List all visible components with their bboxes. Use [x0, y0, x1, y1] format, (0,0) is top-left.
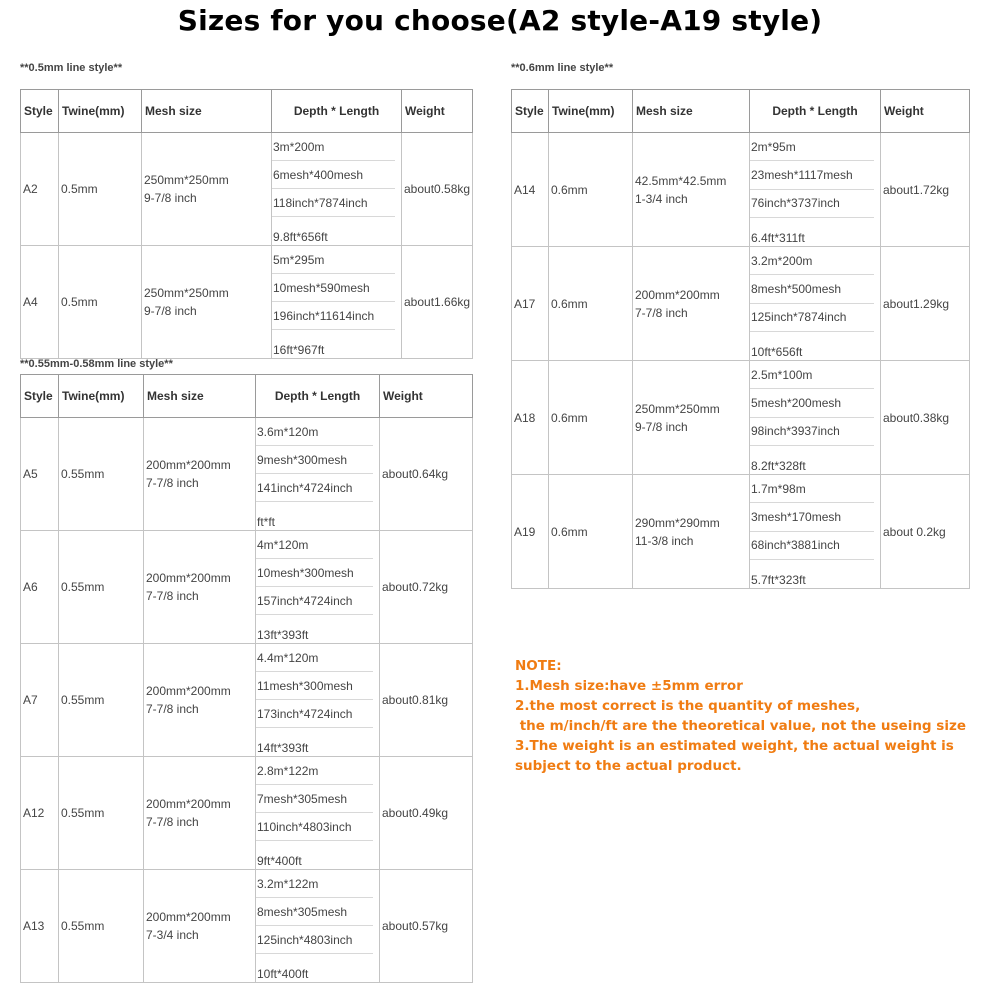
header-mesh-size: Mesh size: [142, 90, 272, 133]
depth-length-value: 3m*200m: [272, 133, 395, 161]
twine-cell: 0.55mm: [59, 418, 144, 531]
note-heading: NOTE:: [515, 658, 562, 674]
style-cell: A5: [21, 418, 59, 531]
depth-length-value: 3mesh*170mesh: [750, 503, 874, 531]
mesh-size-line: 7-7/8 inch: [146, 476, 199, 490]
mesh-size-line: 250mm*250mm: [144, 286, 229, 300]
depth-length-value: 14ft*393ft: [257, 741, 309, 755]
style-cell: A6: [21, 531, 59, 644]
table-row: [21, 870, 473, 983]
note-line-3: the m/inch/ft are the theoretical value, not the useing size: [515, 718, 966, 734]
depth-length-value: 125inch*7874inch: [750, 304, 874, 332]
depth-length-value: 9.8ft*656ft: [273, 230, 328, 244]
twine-cell: 0.55mm: [59, 531, 144, 644]
depth-length-value: 125inch*4803inch: [256, 926, 373, 954]
header-twine: Twine(mm): [59, 375, 144, 418]
mesh-size-line: 1-3/4 inch: [635, 191, 688, 206]
style-cell: A19: [512, 475, 549, 589]
table-row: [512, 133, 970, 247]
depth-length-value: 16ft*967ft: [273, 343, 325, 357]
depth-length-value: 4m*120m: [256, 531, 373, 559]
section-label-0-55mm: **0.55mm-0.58mm line style**: [20, 358, 173, 370]
weight-cell: about1.72kg: [881, 133, 970, 247]
twine-cell: 0.6mm: [549, 133, 633, 247]
header-style: Style: [512, 90, 549, 133]
depth-length-value: 7mesh*305mesh: [256, 785, 373, 813]
table-row: [512, 247, 970, 361]
table-row: [21, 133, 473, 246]
depth-length-value: 2.5m*100m: [750, 361, 874, 389]
table-row: [512, 475, 970, 589]
table-row: [21, 531, 473, 644]
mesh-size-line: 200mm*200mm: [635, 287, 720, 302]
mesh-size-line: 9-7/8 inch: [144, 304, 197, 318]
style-cell: A13: [21, 870, 59, 983]
style-cell: A14: [512, 133, 549, 247]
depth-length-value: 173inch*4724inch: [256, 700, 373, 728]
mesh-size-line: 7-7/8 inch: [635, 305, 688, 320]
depth-length-value: 5mesh*200mesh: [750, 389, 874, 417]
section-label-0-5mm: **0.5mm line style**: [20, 62, 123, 74]
header-twine: Twine(mm): [59, 90, 142, 133]
twine-cell: 0.55mm: [59, 870, 144, 983]
style-cell: A7: [21, 644, 59, 757]
depth-length-value: 6.4ft*311ft: [751, 231, 805, 245]
mesh-size-line: 42.5mm*42.5mm: [635, 173, 727, 188]
section-label-0-6mm: **0.6mm line style**: [511, 62, 614, 74]
mesh-size-line: 290mm*290mm: [635, 515, 720, 530]
depth-length-value: 5m*295m: [272, 246, 395, 274]
weight-cell: about0.58kg: [402, 133, 473, 246]
mesh-size-cell: [144, 531, 256, 644]
mesh-size-cell: [144, 644, 256, 757]
depth-length-value: 10mesh*590mesh: [272, 274, 395, 302]
twine-cell: 0.55mm: [59, 757, 144, 870]
note-block: [515, 656, 966, 776]
depth-length-cell: [272, 133, 402, 246]
mesh-size-line: 7-3/4 inch: [146, 928, 199, 942]
mesh-size-line: 9-7/8 inch: [635, 419, 688, 434]
depth-length-value: 10ft*400ft: [257, 967, 309, 981]
depth-length-value: 9mesh*300mesh: [256, 446, 373, 474]
mesh-size-line: 7-7/8 inch: [146, 589, 199, 603]
depth-length-cell: [750, 475, 881, 589]
twine-cell: 0.55mm: [59, 644, 144, 757]
mesh-size-line: 200mm*200mm: [146, 797, 231, 811]
mesh-size-cell: [633, 475, 750, 589]
weight-cell: about0.64kg: [380, 418, 473, 531]
depth-length-value: 3.6m*120m: [256, 418, 373, 446]
style-cell: A2: [21, 133, 59, 246]
depth-length-value: 98inch*3937inch: [750, 418, 874, 446]
depth-length-cell: [750, 247, 881, 361]
mesh-size-line: 200mm*200mm: [146, 684, 231, 698]
twine-cell: 0.6mm: [549, 361, 633, 475]
table-row: [21, 757, 473, 870]
header-depth-length: Depth * Length: [256, 375, 380, 418]
depth-length-value: 118inch*7874inch: [272, 189, 395, 217]
depth-length-value: 2m*95m: [750, 133, 874, 161]
mesh-size-cell: [142, 133, 272, 246]
mesh-size-cell: [144, 757, 256, 870]
mesh-size-line: 9-7/8 inch: [144, 191, 197, 205]
weight-cell: about1.66kg: [402, 246, 473, 359]
spec-table-0-6mm: [511, 89, 970, 589]
depth-length-value: 8.2ft*328ft: [751, 459, 806, 473]
mesh-size-line: 200mm*200mm: [146, 458, 231, 472]
spec-table-0-55mm: [20, 374, 473, 983]
depth-length-value: 10mesh*300mesh: [256, 559, 373, 587]
depth-length-cell: [256, 757, 380, 870]
mesh-size-line: 200mm*200mm: [146, 910, 231, 924]
weight-cell: about1.29kg: [881, 247, 970, 361]
weight-cell: about0.81kg: [380, 644, 473, 757]
header-weight: Weight: [881, 90, 970, 133]
table-row: [512, 361, 970, 475]
spec-table-0-5mm: [20, 89, 473, 359]
weight-cell: about0.72kg: [380, 531, 473, 644]
depth-length-value: 11mesh*300mesh: [256, 672, 373, 700]
table-row: [21, 246, 473, 359]
header-twine: Twine(mm): [549, 90, 633, 133]
header-style: Style: [21, 375, 59, 418]
depth-length-cell: [272, 246, 402, 359]
header-mesh-size: Mesh size: [633, 90, 750, 133]
depth-length-value: 2.8m*122m: [256, 757, 373, 785]
mesh-size-cell: [142, 246, 272, 359]
mesh-size-cell: [144, 870, 256, 983]
header-mesh-size: Mesh size: [144, 375, 256, 418]
depth-length-value: 10ft*656ft: [751, 345, 803, 359]
style-cell: A12: [21, 757, 59, 870]
mesh-size-line: 7-7/8 inch: [146, 702, 199, 716]
depth-length-value: 8mesh*500mesh: [750, 275, 874, 303]
depth-length-value: 157inch*4724inch: [256, 587, 373, 615]
mesh-size-line: 7-7/8 inch: [146, 815, 199, 829]
twine-cell: 0.5mm: [59, 133, 142, 246]
depth-length-cell: [256, 644, 380, 757]
header-depth-length: Depth * Length: [750, 90, 881, 133]
note-line-2: 2.the most correct is the quantity of meshes,: [515, 698, 861, 714]
depth-length-value: 141inch*4724inch: [256, 474, 373, 502]
depth-length-value: 9ft*400ft: [257, 854, 302, 868]
twine-cell: 0.5mm: [59, 246, 142, 359]
style-cell: A4: [21, 246, 59, 359]
weight-cell: about0.38kg: [881, 361, 970, 475]
header-weight: Weight: [380, 375, 473, 418]
depth-length-value: 68inch*3881inch: [750, 532, 874, 560]
depth-length-value: 8mesh*305mesh: [256, 898, 373, 926]
header-depth-length: Depth * Length: [272, 90, 402, 133]
note-line-5: subject to the actual product.: [515, 758, 742, 774]
twine-cell: 0.6mm: [549, 247, 633, 361]
depth-length-value: 1.7m*98m: [750, 475, 874, 503]
mesh-size-cell: [633, 361, 750, 475]
depth-length-cell: [750, 133, 881, 247]
mesh-size-cell: [633, 133, 750, 247]
depth-length-value: 13ft*393ft: [257, 628, 309, 642]
twine-cell: 0.6mm: [549, 475, 633, 589]
depth-length-value: 23mesh*1117mesh: [750, 161, 874, 189]
weight-cell: about0.57kg: [380, 870, 473, 983]
depth-length-value: 196inch*11614inch: [272, 302, 395, 330]
mesh-size-cell: [144, 418, 256, 531]
depth-length-value: 76inch*3737inch: [750, 190, 874, 218]
depth-length-value: ft*ft: [257, 515, 276, 529]
depth-length-value: 3.2m*200m: [750, 247, 874, 275]
page-title: Sizes for you choose(A2 style-A19 style): [177, 4, 823, 37]
mesh-size-line: 11-3/8 inch: [635, 533, 694, 548]
depth-length-cell: [256, 531, 380, 644]
mesh-size-line: 250mm*250mm: [144, 173, 229, 187]
table-row: [21, 418, 473, 531]
mesh-size-cell: [633, 247, 750, 361]
depth-length-value: 110inch*4803inch: [256, 813, 373, 841]
depth-length-value: 4.4m*120m: [256, 644, 373, 672]
note-line-1: 1.Mesh size:have ±5mm error: [515, 678, 743, 694]
weight-cell: about 0.2kg: [881, 475, 970, 589]
depth-length-cell: [256, 418, 380, 531]
mesh-size-line: 250mm*250mm: [635, 401, 720, 416]
style-cell: A18: [512, 361, 549, 475]
mesh-size-line: 200mm*200mm: [146, 571, 231, 585]
table-row: [21, 644, 473, 757]
note-line-4: 3.The weight is an estimated weight, the actual weight is: [515, 738, 954, 754]
header-style: Style: [21, 90, 59, 133]
header-weight: Weight: [402, 90, 473, 133]
depth-length-value: 3.2m*122m: [256, 870, 373, 898]
depth-length-value: 5.7ft*323ft: [751, 573, 806, 587]
weight-cell: about0.49kg: [380, 757, 473, 870]
depth-length-value: 6mesh*400mesh: [272, 161, 395, 189]
depth-length-cell: [256, 870, 380, 983]
style-cell: A17: [512, 247, 549, 361]
depth-length-cell: [750, 361, 881, 475]
